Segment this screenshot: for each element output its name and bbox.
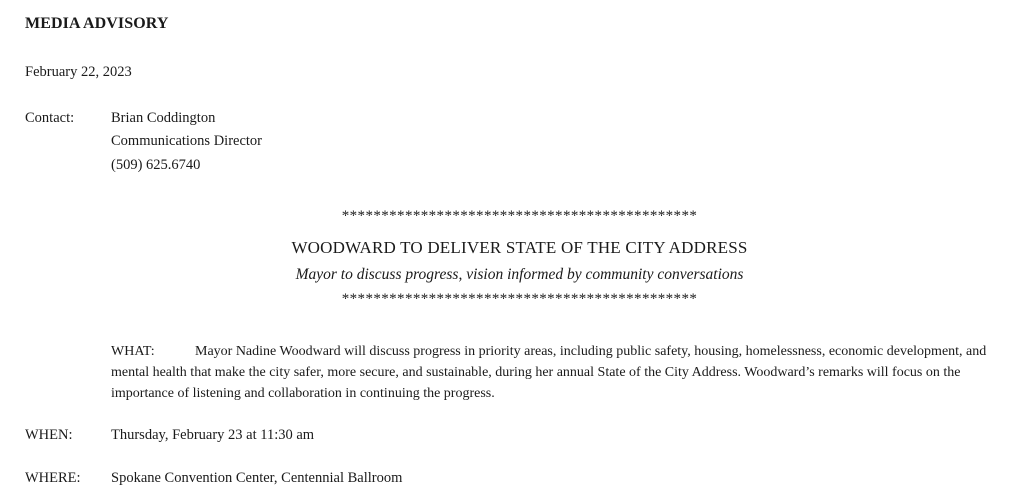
stars-divider-bottom: ********************************************* — [341, 291, 698, 307]
advisory-date: February 22, 2023 — [25, 64, 132, 80]
where-text: Spokane Convention Center, Centennial Ballroom — [111, 470, 403, 486]
stars-divider-top: ********************************************* — [341, 208, 698, 224]
contact-role: Communications Director — [111, 133, 263, 149]
document-heading: MEDIA ADVISORY — [25, 15, 169, 32]
where-label: WHERE: — [25, 470, 81, 486]
what-section — [111, 341, 1009, 404]
when-label: WHEN: — [25, 427, 73, 443]
what-text: Mayor Nadine Woodward will discuss progress in priority areas, including public safety, housing, homelessness, economic development, and mental health that make the city safer, more secure, and sustainable, during her annual State of the City Address. Woodward’s remarks will focus on the importance of listening and collaboration in continuing the progress. — [111, 344, 987, 401]
what-label: WHAT: — [111, 344, 155, 359]
contact-name: Brian Coddington — [111, 110, 216, 126]
release-title: WOODWARD TO DELIVER STATE OF THE CITY ADDRESS — [291, 238, 748, 257]
contact-phone: (509) 625.6740 — [111, 157, 201, 173]
when-text: Thursday, February 23 at 11:30 am — [111, 427, 315, 443]
release-subtitle: Mayor to discuss progress, vision informed by community conversations — [295, 266, 744, 283]
contact-label: Contact: — [25, 110, 75, 126]
